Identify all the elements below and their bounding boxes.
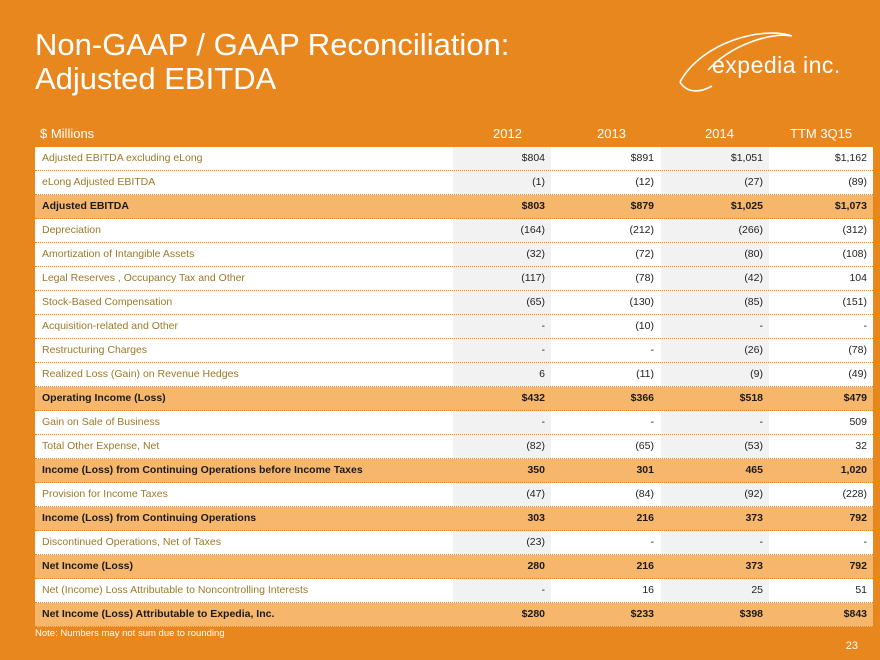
- row-value: -: [650, 536, 654, 548]
- table-row: [35, 507, 873, 531]
- row-value: $1,162: [834, 152, 867, 164]
- row-label: Income (Loss) from Continuing Operations: [42, 512, 257, 524]
- row-value: (49): [848, 368, 867, 380]
- table-row: [35, 555, 873, 579]
- row-value: (9): [661, 363, 769, 386]
- row-label: Restructuring Charges: [42, 344, 148, 356]
- row-value: 350: [527, 464, 545, 476]
- table-row: [35, 339, 873, 363]
- table-row: [35, 483, 873, 507]
- table-row: [35, 243, 873, 267]
- row-label: Provision for Income Taxes: [42, 488, 168, 500]
- row-label: Net Income (Loss) Attributable to Expedia, Inc.: [42, 608, 275, 620]
- row-value: -: [863, 320, 867, 332]
- row-value: (130): [629, 296, 654, 308]
- row-value: (65): [635, 440, 654, 452]
- table-row: [35, 315, 873, 339]
- row-value: 373: [745, 512, 763, 524]
- row-value: $879: [630, 200, 654, 212]
- table-row: [35, 603, 873, 627]
- row-label: Adjusted EBITDA excluding eLong: [42, 152, 203, 164]
- row-value: 373: [745, 560, 763, 572]
- row-value: 1,020: [840, 464, 867, 476]
- row-value: 32: [855, 440, 867, 452]
- page-number: 23: [845, 640, 858, 652]
- row-value: 16: [642, 584, 654, 596]
- table-row: [35, 195, 873, 219]
- footnote: Note: Numbers may not sum due to rounding: [35, 628, 225, 639]
- row-value: (1): [453, 171, 551, 194]
- row-value: (12): [635, 176, 654, 188]
- row-label: Realized Loss (Gain) on Revenue Hedges: [42, 368, 239, 380]
- header-ttm-3q15: TTM 3Q15: [790, 126, 853, 141]
- header-2012: 2012: [493, 126, 522, 141]
- row-label: Acquisition-related and Other: [42, 320, 178, 332]
- row-value: (117): [453, 267, 551, 290]
- row-value: (266): [661, 219, 769, 242]
- row-value: (10): [635, 320, 654, 332]
- row-value: (312): [842, 224, 867, 236]
- row-value: -: [453, 411, 551, 434]
- row-value: (11): [636, 368, 654, 380]
- row-value: (26): [661, 339, 769, 362]
- table-row: [35, 579, 873, 603]
- row-value: $233: [630, 608, 654, 620]
- table-row: [35, 459, 873, 483]
- row-label: Depreciation: [42, 224, 101, 236]
- row-value: $398: [739, 608, 763, 620]
- row-value: (92): [661, 483, 769, 506]
- row-value: (27): [661, 171, 769, 194]
- row-label: Net (Income) Loss Attributable to Noncontrolling Interests: [42, 584, 309, 596]
- table-row: [35, 267, 873, 291]
- row-value: (23): [453, 531, 551, 554]
- row-value: 301: [636, 464, 654, 476]
- reconciliation-table: [35, 147, 873, 627]
- table-row: [35, 171, 873, 195]
- row-value: -: [661, 411, 769, 434]
- row-label: Total Other Expense, Net: [42, 440, 160, 452]
- row-value: (84): [635, 488, 654, 500]
- row-value: (80): [661, 243, 769, 266]
- row-value: $843: [843, 608, 867, 620]
- row-value: $479: [843, 392, 867, 404]
- table-row: [35, 435, 873, 459]
- row-label: Operating Income (Loss): [42, 392, 166, 404]
- table-row: [35, 363, 873, 387]
- table-row: [35, 291, 873, 315]
- title-line-1: Non-GAAP / GAAP Reconciliation:: [35, 27, 510, 62]
- row-value: $804: [453, 147, 551, 170]
- row-value: 216: [636, 512, 654, 524]
- row-value: 216: [636, 560, 654, 572]
- row-value: (82): [453, 435, 551, 458]
- row-label: Discontinued Operations, Net of Taxes: [42, 536, 221, 548]
- row-value: (53): [661, 435, 769, 458]
- row-label: eLong Adjusted EBITDA: [42, 176, 156, 188]
- row-value: $280: [521, 608, 545, 620]
- row-value: $432: [521, 392, 545, 404]
- table-row: [35, 219, 873, 243]
- page-title: [35, 28, 509, 96]
- row-value: -: [453, 579, 551, 602]
- row-label: Amortization of Intangible Assets: [42, 248, 195, 260]
- row-value: $1,051: [661, 147, 769, 170]
- row-value: (72): [635, 248, 654, 260]
- row-value: (47): [453, 483, 551, 506]
- row-label: Adjusted EBITDA: [42, 200, 129, 212]
- row-label: Stock-Based Compensation: [42, 296, 173, 308]
- row-value: -: [661, 531, 769, 554]
- row-value: 104: [849, 272, 867, 284]
- header-2013: 2013: [597, 126, 626, 141]
- expedia-logo-text: expedia inc.: [712, 52, 841, 78]
- row-value: (108): [842, 248, 867, 260]
- row-value: $1,073: [834, 200, 867, 212]
- row-value: (151): [842, 296, 867, 308]
- row-value: 25: [661, 579, 769, 602]
- row-value: -: [661, 315, 769, 338]
- row-value: $366: [630, 392, 654, 404]
- row-value: (42): [661, 267, 769, 290]
- row-value: (89): [848, 176, 867, 188]
- row-label: Gain on Sale of Business: [42, 416, 160, 428]
- table-row: [35, 531, 873, 555]
- row-value: (32): [453, 243, 551, 266]
- row-value: 280: [527, 560, 545, 572]
- row-value: -: [650, 416, 654, 428]
- row-value: (228): [842, 488, 867, 500]
- row-value: 792: [849, 512, 867, 524]
- row-value: 6: [453, 363, 551, 386]
- row-value: -: [453, 315, 551, 338]
- row-label: Legal Reserves , Occupancy Tax and Other: [42, 272, 245, 284]
- header-2014: 2014: [705, 126, 734, 141]
- table-row: [35, 147, 873, 171]
- row-value: (85): [661, 291, 769, 314]
- table-row: [35, 411, 873, 435]
- row-value: $518: [739, 392, 763, 404]
- row-value: 51: [855, 584, 867, 596]
- row-label: Net Income (Loss): [42, 560, 134, 572]
- row-value: (164): [453, 219, 551, 242]
- row-value: 465: [745, 464, 763, 476]
- row-value: (78): [848, 344, 867, 356]
- row-value: $803: [521, 200, 545, 212]
- row-value: 303: [527, 512, 545, 524]
- row-value: (212): [629, 224, 654, 236]
- title-line-2: Adjusted EBITDA: [35, 61, 277, 96]
- row-value: (65): [453, 291, 551, 314]
- row-value: -: [453, 339, 551, 362]
- header-units: $ Millions: [40, 126, 95, 141]
- row-value: 509: [849, 416, 867, 428]
- row-label: Income (Loss) from Continuing Operations before Income Taxes: [42, 464, 363, 476]
- table-row: [35, 387, 873, 411]
- row-value: -: [650, 344, 654, 356]
- row-value: $891: [630, 152, 654, 164]
- row-value: (78): [635, 272, 654, 284]
- row-value: 792: [849, 560, 867, 572]
- row-value: -: [863, 536, 867, 548]
- row-value: $1,025: [730, 200, 763, 212]
- table-header: [35, 126, 865, 146]
